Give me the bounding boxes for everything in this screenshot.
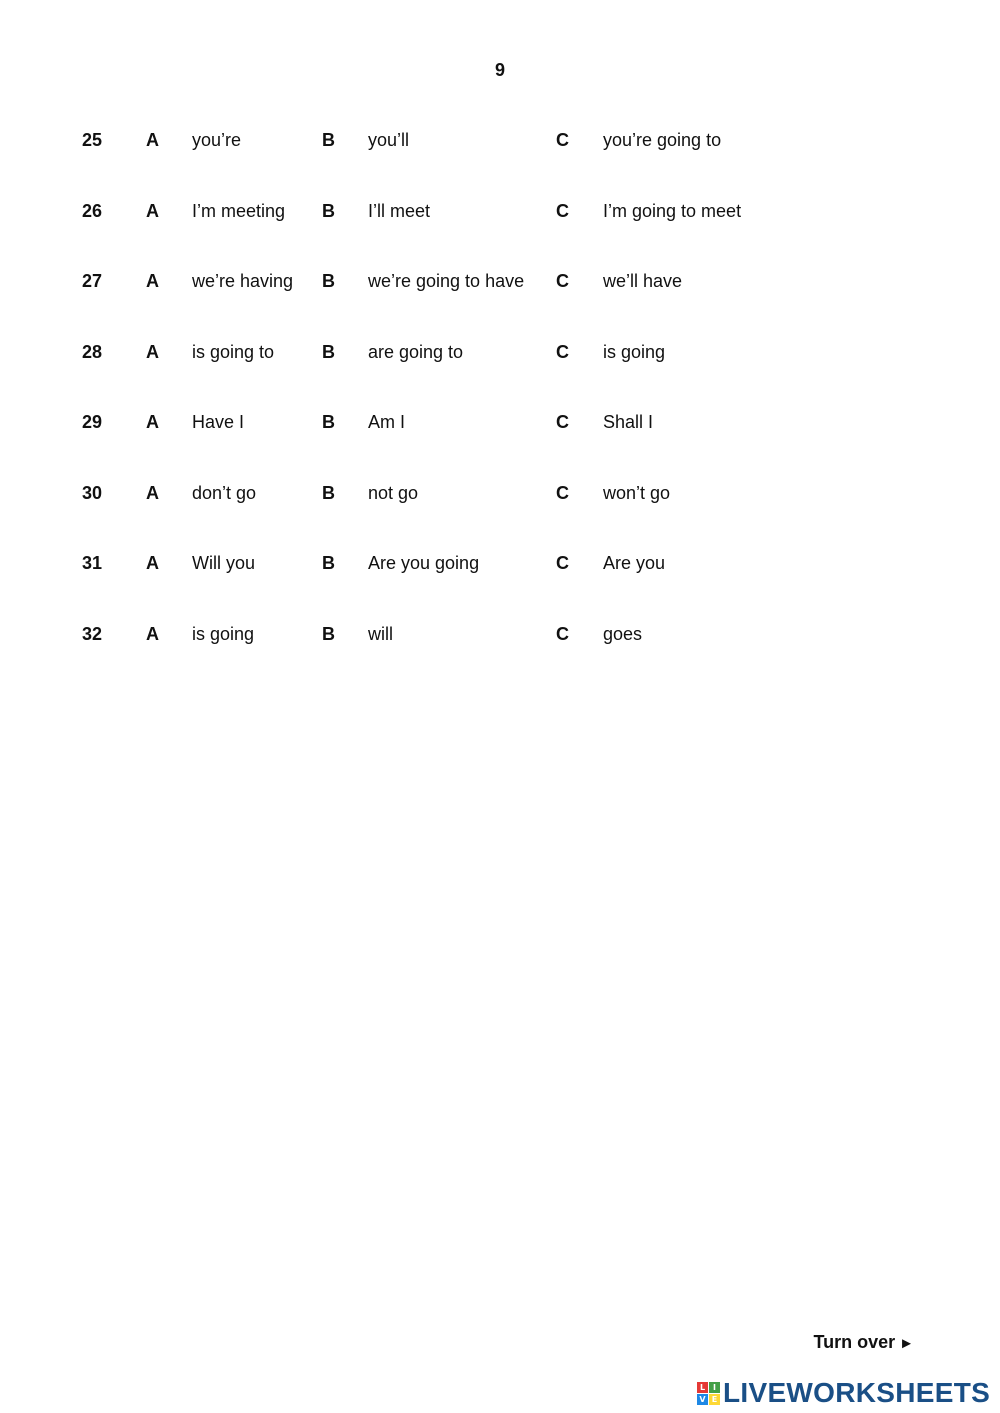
option-c[interactable]: goes [603,623,643,644]
option-letter-c: C [556,271,569,291]
option-letter-b: B [322,200,335,221]
page-number: 9 [494,60,505,80]
option-letter-c: C [556,623,569,644]
logo-mark-cell: V [697,1394,708,1405]
option-b[interactable]: not go [368,482,419,503]
option-b[interactable]: I’ll meet [368,200,431,221]
turn-over-label [813,1332,914,1353]
question-row [0,545,1000,616]
question-row [0,475,1000,546]
option-b[interactable]: you’ll [368,130,410,150]
arrow-right-icon: ► [899,1335,914,1352]
option-letter-a: A [146,412,159,432]
option-b[interactable]: are going to [368,341,464,362]
option-letter-b: B [322,412,335,432]
option-a[interactable]: you’re [192,130,242,150]
option-b[interactable]: will [368,623,393,644]
option-a[interactable]: I’m meeting [192,200,286,221]
question-row [0,263,1000,334]
option-letter-c: C [556,130,569,150]
logo-text: LIVEWORKSHEETS [723,1377,991,1408]
option-letter-c: C [556,341,569,362]
question-number: 32 [82,623,103,644]
turn-over-text: Turn over [813,1332,896,1352]
question-row [0,616,1000,687]
option-c[interactable]: I’m going to meet [603,200,742,221]
question-row [0,334,1000,405]
question-row [0,193,1000,264]
question-number: 31 [82,553,103,573]
option-letter-b: B [322,553,335,573]
option-a[interactable]: don’t go [192,482,257,503]
option-letter-c: C [556,412,569,432]
option-a[interactable]: Have I [192,412,245,432]
option-c[interactable]: is going [603,341,666,362]
logo-mark-cell: I [709,1382,720,1393]
question-number: 25 [82,130,103,150]
question-number: 26 [82,200,103,221]
option-c[interactable]: we’ll have [603,271,683,291]
liveworksheets-logo [697,1376,990,1410]
option-c[interactable]: Shall I [603,412,654,432]
option-letter-b: B [322,130,335,150]
option-letter-b: B [322,482,335,503]
option-a[interactable]: Will you [192,553,256,573]
option-letter-c: C [556,482,569,503]
option-letter-a: A [146,130,159,150]
question-list [0,122,1000,686]
option-letter-a: A [146,200,159,221]
option-letter-a: A [146,553,159,573]
logo-mark-icon [697,1382,720,1405]
question-number: 28 [82,341,103,362]
option-c[interactable]: Are you [603,553,666,573]
question-row [0,404,1000,475]
question-number: 29 [82,412,103,432]
option-letter-b: B [322,271,335,291]
option-a[interactable]: is going to [192,341,275,362]
option-b[interactable]: Am I [368,412,406,432]
option-b[interactable]: Are you going [368,553,480,573]
option-letter-c: C [556,553,569,573]
logo-mark-cell: E [709,1394,720,1405]
question-row [0,122,1000,193]
question-number: 27 [82,271,103,291]
logo-mark-cell: L [697,1382,708,1393]
option-a[interactable]: we’re having [192,271,294,291]
option-letter-a: A [146,623,159,644]
option-letter-b: B [322,623,335,644]
option-c[interactable]: you’re going to [603,130,722,150]
option-a[interactable]: is going [192,623,255,644]
option-letter-c: C [556,200,569,221]
option-b[interactable]: we’re going to have [368,271,525,291]
option-letter-b: B [322,341,335,362]
option-letter-a: A [146,482,159,503]
option-letter-a: A [146,271,159,291]
question-number: 30 [82,482,103,503]
option-letter-a: A [146,341,159,362]
option-c[interactable]: won’t go [603,482,671,503]
